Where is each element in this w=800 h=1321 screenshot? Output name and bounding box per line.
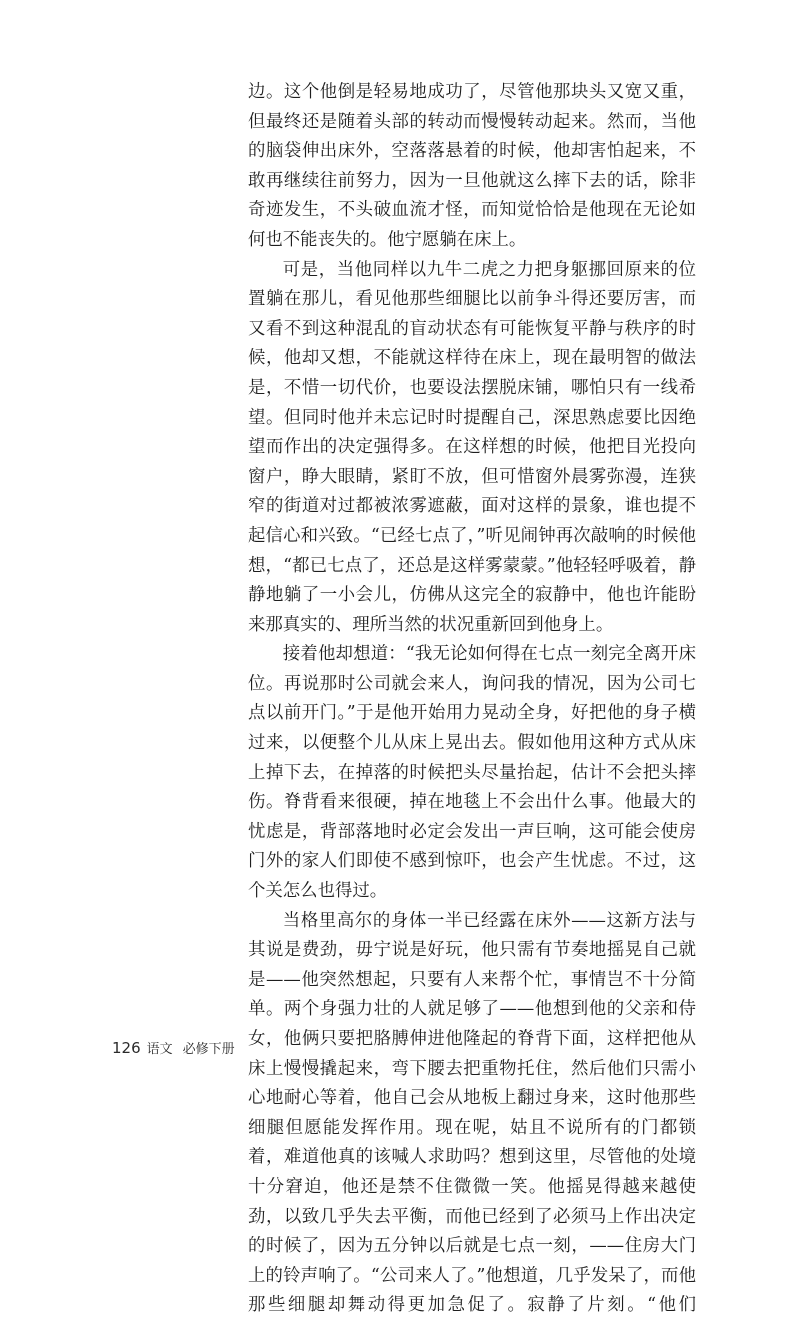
page-number: 126 <box>112 1039 141 1057</box>
body-text <box>248 78 696 1321</box>
page-footer <box>112 1038 235 1057</box>
paragraph-3: 接着他却想道：“我无论如何得在七点一刻完全离开床位。再说那时公司就会来人，询问我的情况，因为公司七点以前开门。”于是他开始用力晃动全身，好把他的身子横过来，以便整个儿从床上晃出去。假如他用这种方式从床上掉下去，在掉落的时候把头尽量抬起，估计不会把头摔伤。脊背看来很硬，掉在地毯上不会出什么事。他最大的忧虑是，背部落地时必定会发出一声巨响，这可能会使房门外的家人们即使不感到惊吓，也会产生忧虑。不过，这个关怎么也得过。 <box>248 644 696 902</box>
paragraph-2: 可是，当他同样以九牛二虎之力把身躯挪回原来的位置躺在那儿，看见他那些细腿比以前争斗得还要厉害，而又看不到这种混乱的盲动状态有可能恢复平静与秩序的时候，他却又想，不能就这样待在床上，现在最明智的做法是，不惜一切代价，也要设法摆脱床铺，哪怕只有一线希望。但同时他并未忘记时时提醒自己，深思熟虑要比因绝望而作出的决定强得多。在这样想的时候，他把目光投向窗户，睁大眼睛，紧盯不放，但可惜窗外晨雾弥漫，连狭窄的街道对过都被浓雾遮蔽，面对这样的景象，谁也提不起信心和兴致。“已经七点了，”听见闹钟再次敲响的时候他想，“都已七点了，还总是这样雾蒙蒙。”他轻轻呼吸着，静静地躺了一小会儿，仿佛从这完全的寂静中，他也许能盼来那真实的、理所当然的状况重新回到他身上。 <box>248 259 696 635</box>
paragraph-1: 边。这个他倒是轻易地成功了，尽管他那块头又宽又重，但最终还是随着头部的转动而慢慢转动起来。然而，当他的脑袋伸出床外，空落落悬着的时候，他却害怕起来，不敢再继续往前努力，因为一旦他就这么摔下去的话，除非奇迹发生，不头破血流才怪，而知觉恰恰是他现在无论如何也不能丧失的。他宁愿躺在床上。 <box>248 82 696 250</box>
book-subject: 语文 <box>146 1042 173 1057</box>
paragraph-4: 当格里高尔的身体一半已经露在床外——这新方法与其说是费劲，毋宁说是好玩，他只需有节奏地摇晃自己就是——他突然想起，只要有人来帮个忙，事情岂不十分简单。两个身强力壮的人就足够了——他想到他的父亲和侍女，他俩只要把胳膊伸进他隆起的脊背下面，这样把他从床上慢慢撬起来，弯下腰去把重物托住，然后他们只需小心地耐心等着，他自己会从地板上翻过身来，这时他那些细腿但愿能发挥作用。现在呢，姑且不说所有的门都锁着，难道他真的该喊人求助吗？想到这里，尽管他的处境十分窘迫，他还是禁不住微微一笑。他摇晃得越来越使劲，以致几乎失去平衡，而他已经到了必须马上作出决定的时候了，因为五分钟以后就是七点一刻，——住房大门上的铃声响了。“公司来人了。”他想道，几乎发呆了，而他那些细腿却舞动得更加急促了。寂静了片刻。“他们 <box>248 910 696 1316</box>
book-volume: 必修下册 <box>182 1042 235 1057</box>
